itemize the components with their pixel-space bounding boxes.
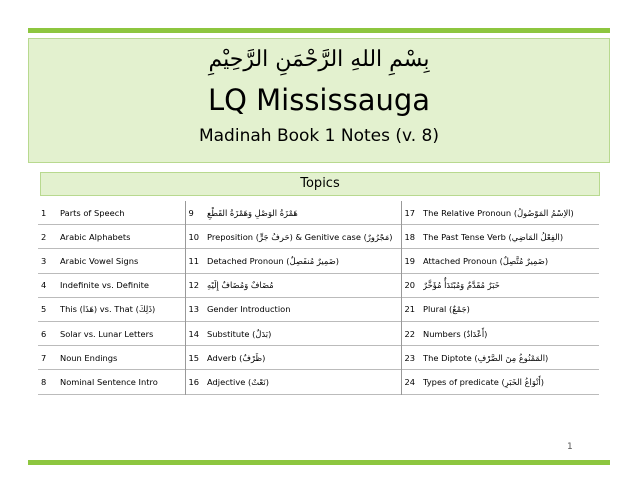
topic-number[interactable]: 3 [41, 255, 47, 266]
topic-number[interactable]: 7 [41, 352, 47, 363]
topic-label[interactable]: This (هَذَا) vs. That (ذَلِكَ) [60, 304, 156, 315]
table-row [38, 297, 599, 321]
topic-label[interactable]: Plural (جَمْعٌ) [423, 304, 470, 315]
topic-label[interactable]: The Past Tense Verb (الفِعْلُ المَاضِي) [423, 231, 564, 242]
topic-number[interactable]: 19 [401, 249, 423, 273]
topic-label[interactable]: Gender Introduction [207, 304, 291, 315]
topic-label[interactable]: Noun Endings [60, 352, 118, 363]
topic-label[interactable]: Arabic Alphabets [60, 231, 131, 242]
title-banner [28, 38, 610, 163]
topic-number[interactable]: 16 [185, 370, 207, 394]
table-row [38, 346, 599, 370]
topic-label[interactable]: The Diptote (المَمْنُوعُ مِنَ الصَّرْفِ) [423, 352, 549, 363]
table-row [38, 370, 599, 394]
topics-heading: Topics [40, 172, 600, 196]
topic-label[interactable]: Indefinite vs. Definite [60, 280, 150, 291]
topic-number[interactable]: 22 [401, 321, 423, 345]
topic-number[interactable]: 4 [41, 280, 47, 291]
topic-number[interactable]: 11 [185, 249, 207, 273]
page-number: 1 [567, 442, 573, 452]
topic-label[interactable]: Parts of Speech [60, 207, 125, 218]
topic-number[interactable]: 12 [185, 273, 207, 297]
topic-number[interactable]: 8 [41, 376, 47, 387]
page-title: LQ Mississauga [207, 83, 431, 117]
topic-number[interactable]: 15 [185, 346, 207, 370]
table-row [38, 273, 599, 297]
topic-number[interactable]: 5 [41, 304, 47, 315]
topic-label[interactable]: Detached Pronoun (ضَمِيرٌ مُنفَصِلٌ) [207, 255, 339, 266]
topic-label[interactable]: Attached Pronoun (ضَمِيرٌ مُتَّصِلٌ) [423, 255, 549, 266]
topic-number[interactable]: 14 [185, 321, 207, 345]
bottom-accent-bar [28, 460, 610, 465]
topic-label[interactable]: خَبَرٌ مُقَدَّمٌ وَمُبْتَدَأٌ مُؤَخَّرٌ [423, 280, 500, 291]
topic-number[interactable]: 20 [401, 273, 423, 297]
topic-number[interactable]: 13 [185, 297, 207, 321]
topic-number[interactable]: 24 [401, 370, 423, 394]
top-accent-bar [28, 28, 610, 33]
topic-label[interactable]: The Relative Pronoun (الاِسْمُ المَوْصُولُ) [423, 207, 574, 218]
topic-label[interactable]: Solar vs. Lunar Letters [60, 328, 154, 339]
topic-label[interactable]: Numbers (أَعْدَادٌ) [423, 328, 488, 339]
topic-label[interactable]: Nominal Sentence Intro [60, 376, 158, 387]
basmala-text: بِسْمِ اللهِ الرَّحْمَنِ الرَّحِيْمِ [208, 47, 430, 72]
topic-number[interactable]: 1 [41, 207, 47, 218]
topic-label[interactable]: هَمْزَةُ الوَصْلِ وَهَمْزَةُ القَطْعِ [207, 207, 298, 218]
topic-number[interactable]: 23 [401, 346, 423, 370]
topic-number[interactable]: 21 [401, 297, 423, 321]
table-row [38, 249, 599, 273]
table-row [38, 225, 599, 249]
topic-number[interactable]: 10 [185, 225, 207, 249]
topic-number[interactable]: 2 [41, 231, 47, 242]
topic-number[interactable]: 6 [41, 328, 47, 339]
topic-label[interactable]: Preposition (حَرفُ جَرٍّ) & Genitive case (مَجْرُورٌ) [207, 231, 393, 242]
table-row [38, 321, 599, 345]
topic-number[interactable]: 18 [401, 225, 423, 249]
topic-label[interactable]: Adverb (ظَرْفٌ) [207, 352, 266, 363]
topic-number[interactable]: 9 [185, 201, 207, 225]
topic-label[interactable]: Adjective (نَعْتٌ) [207, 376, 269, 387]
topic-label[interactable]: Types of predicate (أَنْوَاعُ الخَبَرِ) [423, 376, 545, 387]
topic-label[interactable]: Substitute (بَدَلٌ) [207, 328, 272, 339]
topic-number[interactable]: 17 [401, 201, 423, 225]
table-row [38, 201, 599, 225]
topics-table [38, 201, 599, 395]
topic-label[interactable]: مُضَافٌ وَمُضَافٌ إِلَيْهِ [207, 280, 274, 291]
page-subtitle: Madinah Book 1 Notes (v. 8) [198, 126, 440, 146]
topic-label[interactable]: Arabic Vowel Signs [60, 255, 139, 266]
